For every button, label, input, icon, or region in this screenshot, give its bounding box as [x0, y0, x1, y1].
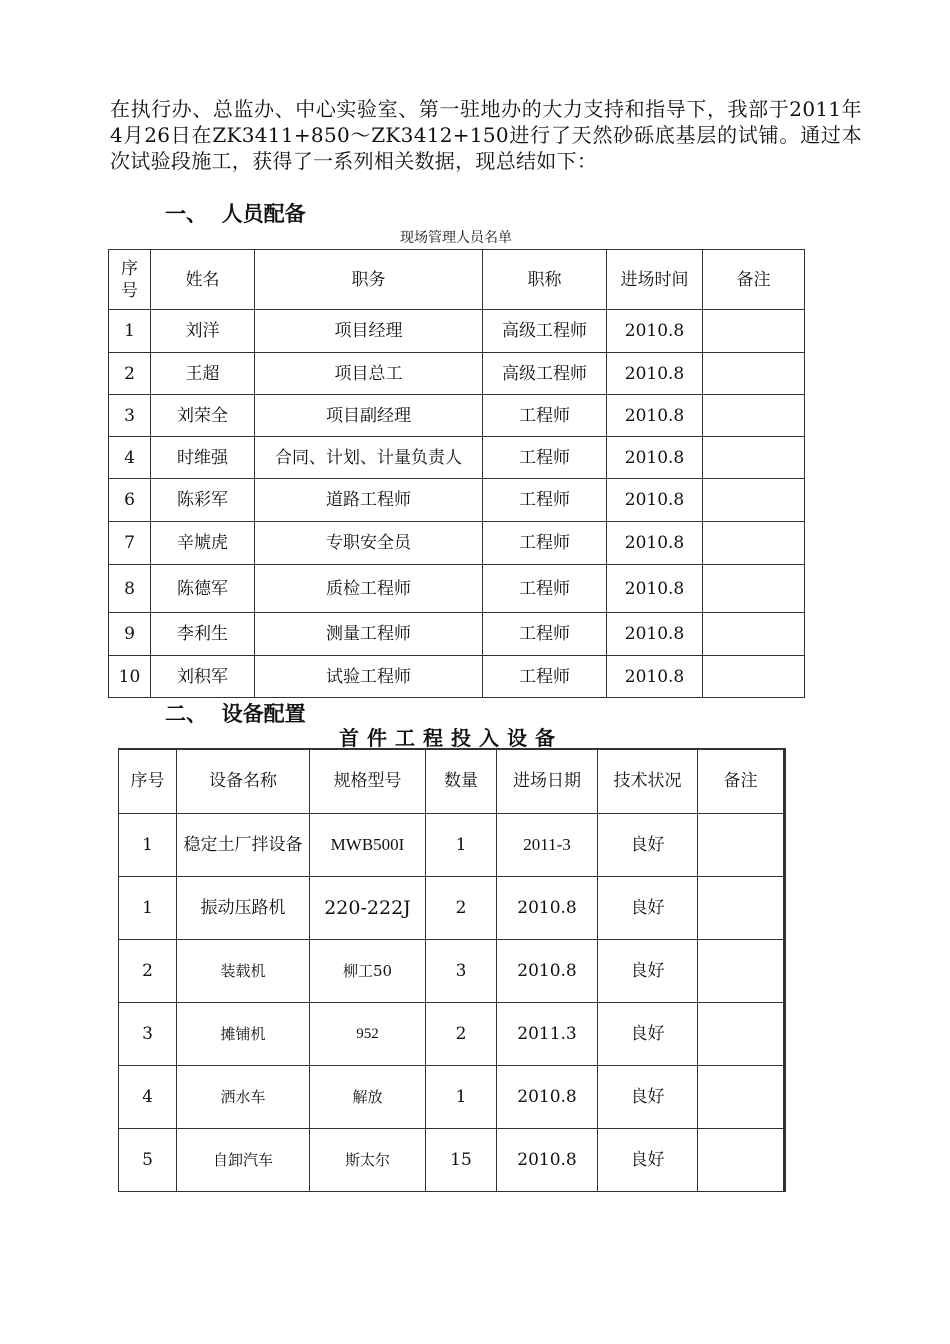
table-cell: 2010.8 [607, 437, 703, 479]
table-cell [703, 395, 805, 437]
table-cell: 2010.8 [607, 656, 703, 698]
table-cell: 2010.8 [607, 522, 703, 565]
table-cell: 解放 [310, 1065, 426, 1128]
header-cell: 职称 [483, 250, 607, 310]
table-cell: 2 [426, 1002, 497, 1065]
table-row [109, 613, 805, 656]
table-cell: 专职安全员 [255, 522, 483, 565]
table-header-row [109, 250, 805, 310]
table-cell: 洒水车 [177, 1065, 310, 1128]
table-cell: 项目经理 [255, 310, 483, 353]
table-cell: MWB500I [310, 813, 426, 876]
table-row [119, 1128, 785, 1191]
table-cell: 2010.8 [497, 1065, 598, 1128]
table-cell: 2011.3 [497, 1002, 598, 1065]
header-cell: 技术状况 [598, 749, 698, 813]
table-row [109, 353, 805, 395]
table-cell: 质检工程师 [255, 565, 483, 613]
equipment-table-caption: 首件工程投入设备 [339, 726, 563, 750]
table-cell: 2010.8 [607, 479, 703, 522]
table-cell [698, 1002, 785, 1065]
table-cell [703, 353, 805, 395]
table-row [119, 876, 785, 939]
table-cell [703, 437, 805, 479]
header-cell: 进场日期 [497, 749, 598, 813]
table-cell: 良好 [598, 876, 698, 939]
table-cell: 刘积军 [151, 656, 255, 698]
table-cell: 2010.8 [607, 353, 703, 395]
header-cell: 备注 [703, 250, 805, 310]
table-cell: 良好 [598, 939, 698, 1002]
equipment-table [118, 748, 786, 1192]
header-cell: 姓名 [151, 250, 255, 310]
table-cell: 1 [119, 813, 177, 876]
table-cell: 3 [119, 1002, 177, 1065]
table-cell: 2 [426, 876, 497, 939]
table-cell: 7 [109, 522, 151, 565]
table-cell: 李利生 [151, 613, 255, 656]
header-cell: 备注 [698, 749, 785, 813]
table-row [109, 522, 805, 565]
table-cell: 2011-3 [497, 813, 598, 876]
table-cell: 2 [109, 353, 151, 395]
table-cell: 3 [109, 395, 151, 437]
table-cell: 1 [109, 310, 151, 353]
table-row [109, 395, 805, 437]
table-cell: 15 [426, 1128, 497, 1191]
table-cell: 5 [119, 1128, 177, 1191]
table-cell: 测量工程师 [255, 613, 483, 656]
table-cell: 时维强 [151, 437, 255, 479]
header-cell: 进场时间 [607, 250, 703, 310]
table-cell: 稳定土厂拌设备 [177, 813, 310, 876]
header-cell: 数量 [426, 749, 497, 813]
table-cell: 952 [310, 1002, 426, 1065]
section-heading-equipment: 二、 设备配置 [165, 702, 306, 726]
table-cell: 合同、计划、计量负责人 [255, 437, 483, 479]
table-cell: 良好 [598, 1065, 698, 1128]
table-cell: 辛虓虎 [151, 522, 255, 565]
table-cell: 装载机 [177, 939, 310, 1002]
table-cell: 工程师 [483, 522, 607, 565]
table-cell: 4 [109, 437, 151, 479]
table-cell: 陈德军 [151, 565, 255, 613]
table-cell: 项目副经理 [255, 395, 483, 437]
table-row [109, 656, 805, 698]
table-cell: 振动压路机 [177, 876, 310, 939]
table-cell [703, 565, 805, 613]
table-row [109, 437, 805, 479]
table-cell: 斯太尔 [310, 1128, 426, 1191]
table-cell: 220-222J [310, 876, 426, 939]
table-cell: 3 [426, 939, 497, 1002]
table-cell: 6 [109, 479, 151, 522]
table-cell: 工程师 [483, 437, 607, 479]
header-cell: 序号 [109, 250, 151, 310]
table-cell: 高级工程师 [483, 310, 607, 353]
table-cell: 2010.8 [607, 613, 703, 656]
table-cell [698, 1128, 785, 1191]
table-cell: 1 [426, 813, 497, 876]
table-cell: 2010.8 [497, 876, 598, 939]
header-cell: 规格型号 [310, 749, 426, 813]
table-header-row [119, 749, 785, 813]
table-row [109, 479, 805, 522]
table-cell: 2010.8 [607, 565, 703, 613]
header-cell: 序号 [119, 749, 177, 813]
table-cell: 2010.8 [607, 395, 703, 437]
table-cell: 刘洋 [151, 310, 255, 353]
staff-table-caption: 现场管理人员名单 [400, 230, 512, 246]
table-row [109, 565, 805, 613]
table-row [119, 813, 785, 876]
table-cell: 2010.8 [607, 310, 703, 353]
table-cell: 4 [119, 1065, 177, 1128]
section-heading-personnel: 一、 人员配备 [165, 202, 306, 226]
table-cell: 工程师 [483, 479, 607, 522]
table-cell: 2010.8 [497, 939, 598, 1002]
table-cell: 道路工程师 [255, 479, 483, 522]
table-cell: 刘荣全 [151, 395, 255, 437]
table-cell [703, 522, 805, 565]
table-cell: 工程师 [483, 613, 607, 656]
table-cell: 1 [426, 1065, 497, 1128]
table-cell: 良好 [598, 813, 698, 876]
table-cell: 2 [119, 939, 177, 1002]
table-cell: 摊铺机 [177, 1002, 310, 1065]
table-cell [703, 613, 805, 656]
table-cell: 工程师 [483, 395, 607, 437]
table-cell: 良好 [598, 1002, 698, 1065]
table-cell [703, 656, 805, 698]
table-cell: 项目总工 [255, 353, 483, 395]
intro-paragraph: 在执行办、总监办、中心实验室、第一驻地办的大力支持和指导下，我部于2011年4月26日在ZK3411+850～ZK3412+150进行了天然砂砾底基层的试铺。通过本次试验段施工，获得了一系列相关数据，现总结如下： [110, 97, 862, 173]
table-cell: 自卸汽车 [177, 1128, 310, 1191]
table-cell: 柳工50 [310, 939, 426, 1002]
header-cell: 职务 [255, 250, 483, 310]
header-cell: 设备名称 [177, 749, 310, 813]
table-cell: 陈彩军 [151, 479, 255, 522]
table-cell [698, 876, 785, 939]
table-cell: 试验工程师 [255, 656, 483, 698]
table-cell [698, 813, 785, 876]
staff-table [108, 249, 805, 698]
table-cell [703, 479, 805, 522]
table-row [119, 1065, 785, 1128]
table-cell: 工程师 [483, 565, 607, 613]
table-cell: 良好 [598, 1128, 698, 1191]
table-cell: 工程师 [483, 656, 607, 698]
table-row [119, 1002, 785, 1065]
table-cell: 8 [109, 565, 151, 613]
table-cell: 9 [109, 613, 151, 656]
table-cell: 1 [119, 876, 177, 939]
table-cell [698, 1065, 785, 1128]
table-cell [703, 310, 805, 353]
table-cell: 高级工程师 [483, 353, 607, 395]
table-cell: 王超 [151, 353, 255, 395]
table-cell: 2010.8 [497, 1128, 598, 1191]
table-cell: 10 [109, 656, 151, 698]
table-row [109, 310, 805, 353]
table-row [119, 939, 785, 1002]
table-cell [698, 939, 785, 1002]
